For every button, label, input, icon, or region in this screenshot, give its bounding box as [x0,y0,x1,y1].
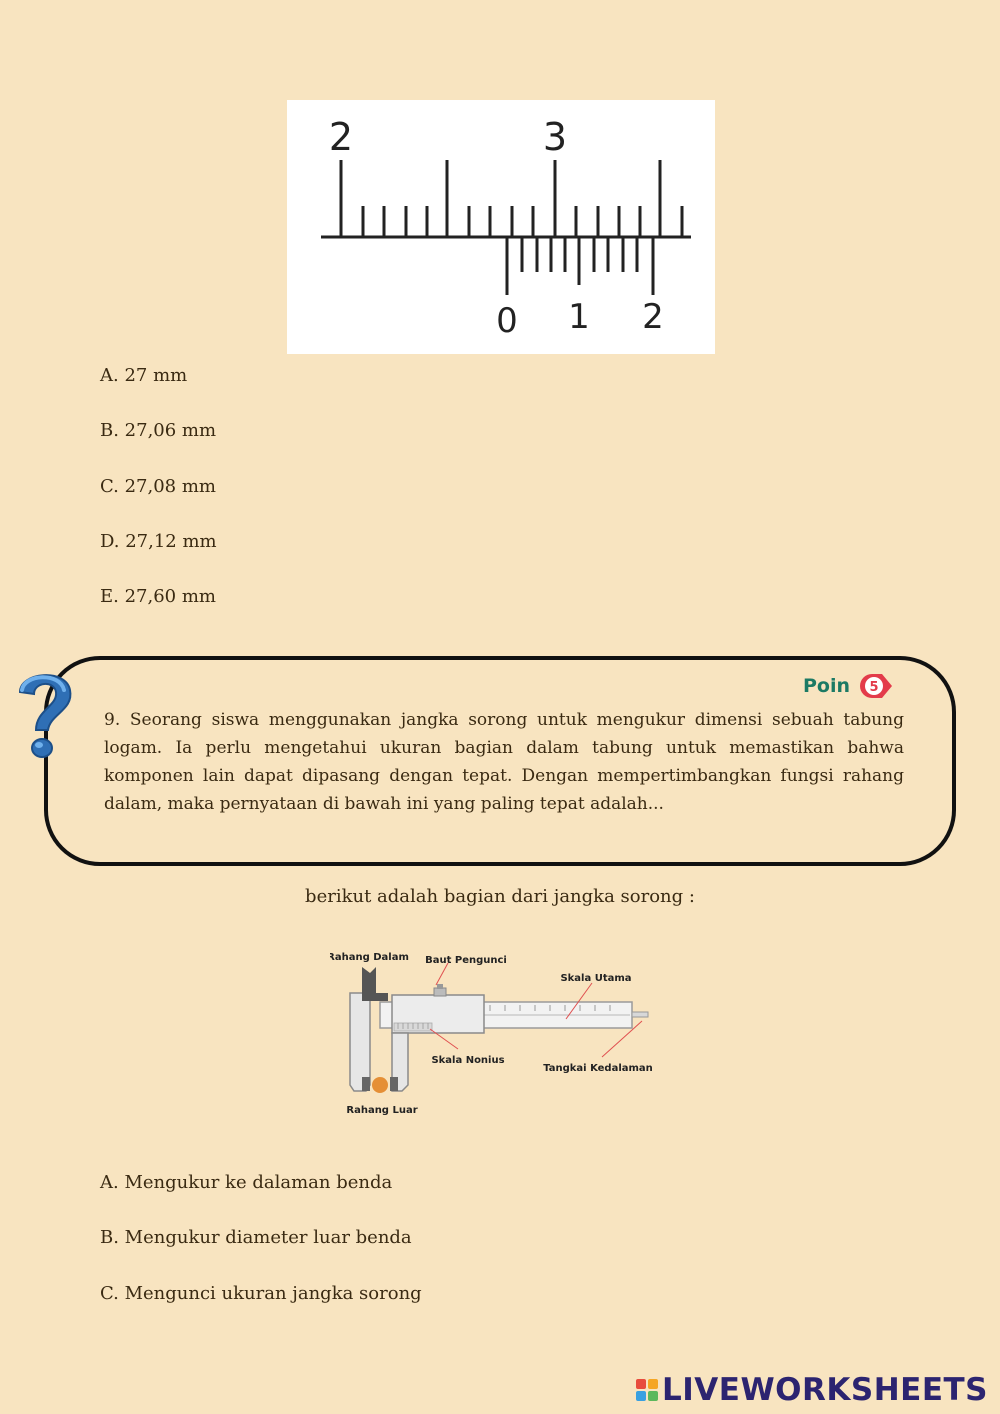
question-mark-icon [8,664,78,764]
vernier-scale-svg [287,100,715,354]
main-label-3: 3 [542,115,568,159]
q9-option-b[interactable]: B. Mengukur diameter luar benda [100,1227,412,1248]
label-skala-utama: Skala Utama [560,973,632,984]
q8-option-c[interactable]: C. 27,08 mm [100,476,216,497]
question-9-box [44,656,956,866]
label-rahang-dalam: Rahang Dalam [330,952,409,963]
logo-mark-icon [636,1379,658,1401]
caliper-caption: berikut adalah bagian dari jangka sorong : [305,886,695,907]
caliper-diagram [330,945,660,1120]
label-rahang-luar: Rahang Luar [346,1105,418,1116]
poin-tag-icon [856,672,896,700]
poin-badge [803,672,896,700]
label-baut-pengunci: Baut Pengunci [425,955,507,966]
question-9-text: 9. Seorang siswa menggunakan jangka sorong untuk mengukur dimensi sebuah tabung logam. Ia perlu mengetahui ukuran bagian dalam tabung untuk memastikan bahwa komponen lain dapat dipasang dengan tepat. Dengan mempertimbangkan fungsi rahang dalam, maka pernyataan di bawah ini yang paling tepat adalah... [104,710,904,814]
liveworksheets-logo[interactable] [636,1372,988,1408]
q8-option-e[interactable]: E. 27,60 mm [100,586,216,607]
logo-square-i [648,1379,658,1389]
caliper-svg [330,945,660,1120]
logo-square-v [636,1391,646,1401]
vernier-label-1: 1 [568,297,590,337]
brand-name: LIVEWORKSHEETS [662,1372,988,1408]
vernier-scale-ticks [507,237,653,295]
q8-option-a[interactable]: A. 27 mm [100,365,188,386]
main-scale-ticks [341,160,682,237]
vernier-label-0: 0 [496,301,518,341]
poin-value: 5 [869,680,879,695]
q8-option-d[interactable]: D. 27,12 mm [100,531,217,552]
q8-option-b[interactable]: B. 27,06 mm [100,420,217,441]
logo-square-l [636,1379,646,1389]
vernier-label-2: 2 [642,297,664,337]
label-skala-nonius: Skala Nonius [431,1055,505,1066]
poin-label: Poin [802,675,850,697]
vernier-scale-figure [287,100,715,354]
q9-option-a[interactable]: A. Mengukur ke dalaman benda [100,1172,393,1193]
main-label-2: 2 [328,115,354,159]
logo-square-e [648,1391,658,1401]
q9-option-c[interactable]: C. Mengunci ukuran jangka sorong [100,1283,422,1304]
label-tangkai-kedalaman: Tangkai Kedalaman [543,1063,653,1074]
